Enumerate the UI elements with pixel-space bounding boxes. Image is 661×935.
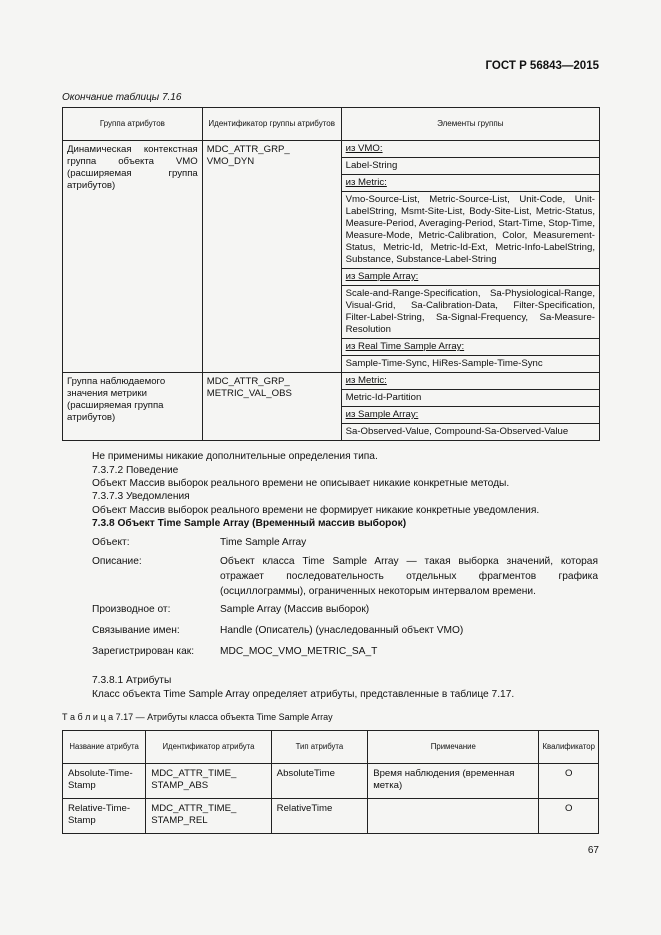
table-row xyxy=(63,373,600,441)
definition-key: Зарегистрирован как: xyxy=(92,646,195,657)
source-label: из Sample Array: xyxy=(345,409,419,420)
element-list: Metric-Id-Partition xyxy=(342,390,599,407)
element-list: Scale-and-Range-Specification, Sa-Physiological-Range, Visual-Grid, Sa-Calibration-Data, Filter-Specification, Filter-Label-String, Sa-Signal-Frequency, Sa-Measure-Resolution xyxy=(342,286,599,339)
table-cell: AbsoluteTime xyxy=(271,764,368,799)
table-cell: Время наблюдения (временная метка) xyxy=(368,764,539,799)
table-row xyxy=(63,764,599,799)
table-7-16 xyxy=(62,107,600,441)
table-7-17 xyxy=(62,730,599,834)
source-label: из Metric: xyxy=(345,177,387,188)
definition-value: MDC_MOC_VMO_METRIC_SA_T xyxy=(220,646,378,657)
definition-key: Объект: xyxy=(92,537,130,548)
table-cell: MDC_ATTR_TIME_ STAMP_REL xyxy=(146,799,271,834)
table-row xyxy=(63,141,600,373)
paragraph: Объект Массив выборок реального времени не описывает никакие конкретные методы. xyxy=(92,478,510,489)
table-cell: RelativeTime xyxy=(271,799,368,834)
element-list: Sample-Time-Sync, HiRes-Sample-Time-Sync xyxy=(345,358,543,369)
table-cell: O xyxy=(539,799,599,834)
source-label: из Real Time Sample Array: xyxy=(345,341,465,352)
column-header: Идентификатор группы атрибутов xyxy=(202,108,341,141)
group-elements-cell xyxy=(341,141,599,373)
group-elements-cell xyxy=(341,373,599,441)
definition-key: Связывание имен: xyxy=(92,625,180,636)
element-list: Vmo-Source-List, Metric-Source-List, Unit-Code, Unit-LabelString, Msmt-Site-List, Body-Site-List, Metric-Status, Measure-Period, Averaging-Period, Start-Time, Stop-Time, Measure-Mode, Metric-Calibration, Color, Measurement-Status, Metric-Id, Metric-Id-Ext, Metric-Info-LabelString, Substance, Substance-Label-String xyxy=(342,192,599,269)
column-header: Элементы группы xyxy=(341,108,599,141)
definition-value: Sample Array (Массив выборок) xyxy=(220,604,370,615)
element-list: Label-String xyxy=(342,158,599,175)
document-id: ГОСТ Р 56843—2015 xyxy=(485,60,599,72)
definition-key: Описание: xyxy=(92,556,142,567)
definition-value: Time Sample Array xyxy=(220,537,307,548)
definition-value: Объект класса Time Sample Array — такая выборка значений, которая отражает последовательность отдельных фрагментов графика (осциллограммы), ограниченных некоторым интервалом времени. xyxy=(220,556,598,597)
column-header: Группа атрибутов xyxy=(63,108,203,141)
column-header: Название атрибута xyxy=(63,731,146,764)
column-header: Идентификатор атрибута xyxy=(146,731,271,764)
attribute-group-cell: Динамическая контекстная группа объекта VMO (расширяемая группа атрибутов) xyxy=(63,141,203,373)
table-row xyxy=(63,799,599,834)
column-header: Квалификатор xyxy=(539,731,599,764)
source-label: из Metric: xyxy=(345,375,387,386)
paragraph: Класс объекта Time Sample Array определяет атрибуты, представленные в таблице 7.17. xyxy=(92,689,515,700)
paragraph: Объект Массив выборок реального времени не формирует никакие конкретные уведомления. xyxy=(92,505,540,516)
paragraph: Не применимы никакие дополнительные определения типа. xyxy=(92,451,378,462)
element-list: Sa-Observed-Value, Compound-Sa-Observed-Value xyxy=(345,426,569,437)
source-label: из Sample Array: xyxy=(345,271,419,282)
column-header: Тип атрибута xyxy=(271,731,368,764)
source-label: из VMO: xyxy=(345,143,383,154)
section-heading: 7.3.8.1 Атрибуты xyxy=(92,675,172,686)
table-cell: Relative-Time-Stamp xyxy=(63,799,146,834)
table-cell: Absolute-Time-Stamp xyxy=(63,764,146,799)
definition-value: Handle (Описатель) (унаследованный объект VMO) xyxy=(220,625,464,636)
group-id-cell: MDC_ATTR_GRP_ METRIC_VAL_OBS xyxy=(202,373,341,441)
group-id-cell: MDC_ATTR_GRP_ VMO_DYN xyxy=(202,141,341,373)
table-7-17-caption: Т а б л и ц а 7.17 — Атрибуты класса объекта Time Sample Array xyxy=(62,712,333,722)
definition-key: Производное от: xyxy=(92,604,171,615)
table-7-16-caption: Окончание таблицы 7.16 xyxy=(62,92,182,103)
section-heading: 7.3.8 Объект Time Sample Array (Временный массив выборок) xyxy=(92,518,407,529)
page-number: 67 xyxy=(587,845,599,856)
table-cell: MDC_ATTR_TIME_ STAMP_ABS xyxy=(146,764,271,799)
table-cell xyxy=(368,799,539,834)
attribute-group-cell: Группа наблюдаемого значения метрики (расширяемая группа атрибутов) xyxy=(63,373,203,441)
section-heading: 7.3.7.3 Уведомления xyxy=(92,491,190,502)
table-cell: O xyxy=(539,764,599,799)
section-heading: 7.3.7.2 Поведение xyxy=(92,465,179,476)
column-header: Примечание xyxy=(368,731,539,764)
